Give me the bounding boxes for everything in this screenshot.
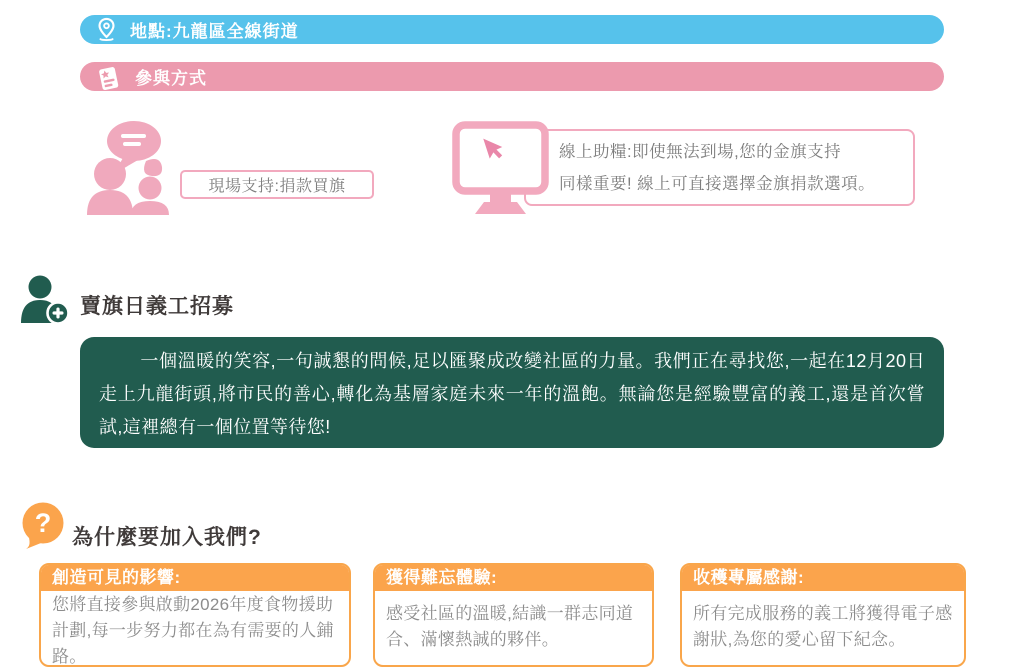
benefit-card-title: 創造可見的影響: bbox=[41, 565, 349, 591]
location-banner-label: 地點:九龍區全線街道 bbox=[130, 22, 299, 41]
benefit-card-experience bbox=[373, 563, 654, 667]
why-join-title: 為什麼要加入我們? bbox=[72, 526, 262, 549]
location-banner bbox=[80, 15, 944, 44]
question-mark-glyph: ? bbox=[34, 508, 52, 538]
benefit-card-impact bbox=[39, 563, 351, 667]
monitor-cursor-icon bbox=[449, 118, 551, 222]
people-chat-icon bbox=[84, 118, 194, 220]
recruitment-description: 一個溫暖的笑容,一句誠懇的問候,足以匯聚成改變社區的力量。我們正在尋找您,一起在12月20日走上九龍街頭,將市民的善心,轉化為基層家庭未來一年的溫飽。無論您是經驗豐富的義工,還是首次嘗試,這裡總有一個位置等待您! bbox=[99, 351, 925, 437]
online-support-line2: 同樣重要! 線上可直接選擇金旗捐款選項。 bbox=[559, 175, 876, 193]
onsite-support-label: 現場支持:捐款買旗 bbox=[208, 178, 346, 195]
add-person-icon bbox=[17, 274, 71, 333]
online-support-line1: 線上助糧:即使無法到場,您的金旗支持 bbox=[559, 143, 842, 161]
participation-banner bbox=[80, 62, 944, 91]
location-pin-icon bbox=[93, 16, 120, 43]
recruitment-title: 賣旗日義工招募 bbox=[80, 295, 234, 318]
question-bubble-icon bbox=[19, 501, 67, 555]
flag-leaflet-icon bbox=[93, 63, 125, 97]
recruitment-description-box bbox=[80, 337, 944, 448]
benefit-card-body: 感受社區的溫暖,結識一群志同道合、滿懷熱誠的夥伴。 bbox=[386, 604, 634, 649]
benefit-card-title: 收穫專屬感謝: bbox=[682, 565, 964, 591]
benefit-card-body: 您將直接參與啟動2026年度食物援助計劃,每一步努力都在為有需要的人鋪路。 bbox=[52, 595, 334, 666]
benefit-card-thanks bbox=[680, 563, 966, 667]
benefit-card-title: 獲得難忘體驗: bbox=[375, 565, 652, 591]
participation-banner-label: 參與方式 bbox=[135, 69, 207, 88]
benefit-card-body: 所有完成服務的義工將獲得電子感謝狀,為您的愛心留下紀念。 bbox=[693, 604, 953, 649]
online-support-box bbox=[524, 129, 915, 206]
onsite-support-box bbox=[180, 170, 374, 199]
